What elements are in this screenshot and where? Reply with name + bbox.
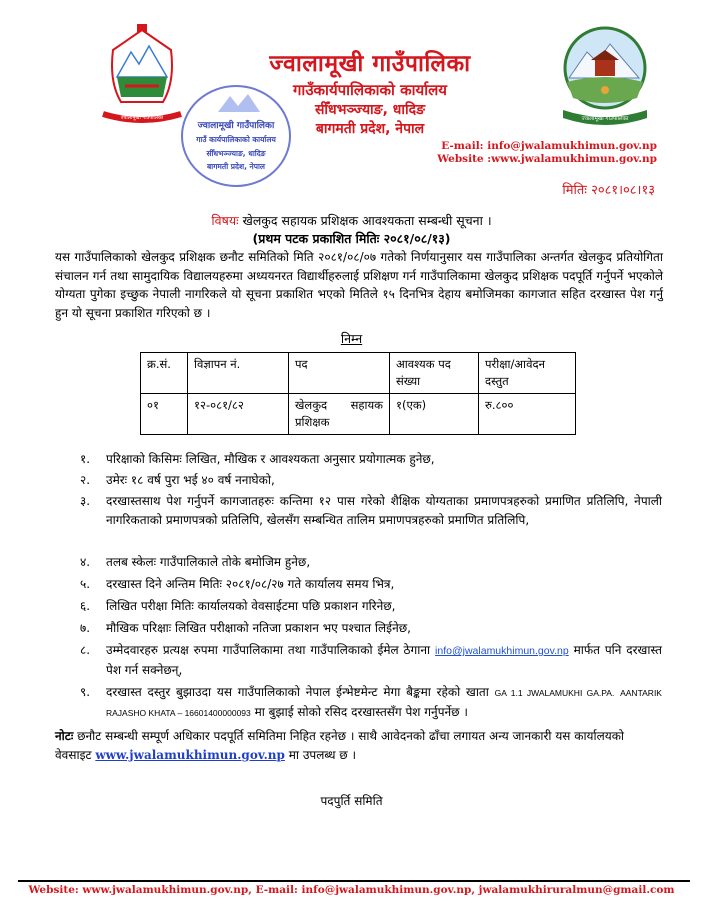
subject-text: खेलकुद सहायक प्रशिक्षक आवश्यकता सम्बन्धी सूचना । xyxy=(242,213,492,228)
notice-body: यस गाउँपालिकाको खेलकुद प्रशिक्षक छनौट समितिको मिति २०८१/०८/०७ गतेको निर्णयानुसार यस गाउँपालिका अन्तर्गत खेलकुद प्रतियोगिता संचालन गर्न तथा सामुदायिक विद्यालयहरुमा अध्ययनरत विद्यार्थीहरुलाई प्रशिक्षण गर्न गाउँपालिकामा खेलकुद प्रशिक्षक पदपूर्ति गर्नुपर्ने भएकोले योग्यता पुगेका इच्छुक नेपाली नागरिकले यो सूचना प्रकाशित भएको मितिले १५ दिनभित्र देहाय बमोजिमका कागजात सहित दरखास्त पेश गर्नु हुन यो सूचना प्रकाशित गरिएको छ । xyxy=(55,250,663,320)
note-text-end: मा उपलब्ध छ । xyxy=(288,748,357,762)
list-item xyxy=(80,641,662,679)
cell-count: १(एक) xyxy=(390,394,479,435)
footer-contacts: Website: www.jwalamukhimun.gov.np, E-mail: info@jwalamukhimun.gov.np, jwalamukhiruralmun@gmail.com xyxy=(28,884,675,896)
item-text: परिक्षाको किसिमः लिखित, मौखिक र आवश्यकता अनुसार प्रयोगात्मक हुनेछ, xyxy=(106,452,435,466)
table-header-row xyxy=(141,353,576,394)
date-label: मितिः xyxy=(562,183,587,198)
seal-line-2: गाउँ कार्यपालिकाको कार्यालय xyxy=(196,135,276,144)
seal-line-4: बागमती प्रदेश, नेपाल xyxy=(206,162,266,171)
notice-date xyxy=(562,180,655,198)
header-cell-fee: परीक्षा/आवेदन दस्तुत xyxy=(479,353,576,394)
note-text: छनौट सम्बन्धी सम्पूर्ण अधिकार पदपूर्ति समितिमा निहित रहनेछ । साथै आवेदनको ढाँचा लगायत अन्य जानकारी यस कार्यालयको वेवसाइट xyxy=(55,729,625,762)
item-text: मौखिक परिक्षाः लिखित परीक्षाको नतिजा प्रकाशन भए पश्चात लिईनेछ, xyxy=(106,621,411,635)
list-item xyxy=(80,597,662,616)
first-published-note: (प्रथम पटक प्रकाशित मितिः २०८१/०८/१३) xyxy=(252,231,451,246)
list-item xyxy=(80,575,662,594)
contact-email: E-mail: info@jwalamukhimun.gov.np xyxy=(441,140,657,152)
office-location: सीँधभञ्ज्याङ, धादिङ xyxy=(314,102,426,118)
seal-line-3: सीँधभञ्ज्याङ, धादिङ xyxy=(206,149,266,158)
subject-label: विषयः xyxy=(211,213,239,228)
table-title: निम्न xyxy=(340,331,363,346)
cell-serial: ०१ xyxy=(141,394,188,435)
item-number: ३. xyxy=(80,494,91,508)
header-cell-ad-no: विज्ञापन नं. xyxy=(188,353,289,394)
footer-divider xyxy=(18,880,690,882)
office-province: बागमती प्रदेश, नेपाल xyxy=(315,121,425,137)
note-label: नोटः xyxy=(55,729,74,743)
list-item xyxy=(80,450,662,469)
item-text: दरखास्त दस्तुर बुझाउदा यस गाउँपालिकाको नेपाल ईन्भेष्टमेन्ट मेगा बैङ्कमा रहेको खाता xyxy=(106,685,489,699)
list-item xyxy=(80,471,662,490)
header-cell-count: आवश्यक पद संख्या xyxy=(390,353,479,394)
bank-account-name: GA 1.1 JWALAMUKHI GA.PA. xyxy=(494,688,615,698)
item-number: २. xyxy=(80,473,91,487)
org-name: ज्वालामूखी गाउँपालिका xyxy=(269,51,471,77)
cell-fee: रु.८०० xyxy=(479,394,576,435)
item-text: उमेरः १८ वर्ष पुरा भई ४० वर्ष ननाघेको, xyxy=(106,473,275,487)
bank-account-number: AANTARIK RAJASHO KHATA – 16601400000093 xyxy=(106,688,662,718)
item-number: ४. xyxy=(80,555,91,569)
list-item xyxy=(80,683,662,722)
municipality-logo-icon xyxy=(555,22,655,130)
contact-website: Website :www.jwalamukhimun.gov.np xyxy=(437,153,657,165)
item-text: मार्फत पनि दरखास्त पेश गर्न सक्नेछन्, xyxy=(106,643,662,677)
website-link[interactable]: www.jwalamukhimun.gov.np xyxy=(95,748,285,762)
signoff: पदपुर्ति समिति xyxy=(320,794,383,808)
item-number: ६. xyxy=(80,599,91,613)
email-link[interactable]: info@jwalamukhimun.gov.np xyxy=(435,645,569,657)
cell-post: खेलकुद सहायक प्रशिक्षक xyxy=(289,394,390,435)
item-text: दरखास्तसाथ पेश गर्नुपर्ने कागजातहरुः कन्तिमा १२ पास गरेको शैक्षिक योग्यताका प्रमाणपत्रहरुको प्रमाणित प्रतिलिपि, नेपाली नागरिकताको प्रमाणपत्रको प्रतिलिपि, खेलसँग सम्बन्धित तालिम प्रमाणपत्रहरुको प्रमाणित प्रतिलिपि, xyxy=(106,494,662,527)
list-item xyxy=(80,553,662,572)
item-text: उम्मेदवारहरु प्रत्यक्ष रुपमा गाउँपालिकामा तथा गाउँपालिकाको ईमेल ठेगाना xyxy=(106,643,431,657)
date-value: २०८१।०८।१३ xyxy=(591,183,655,198)
item-number: ७. xyxy=(80,621,91,635)
seal-line-1: ज्वालामूखी गाउँपालिका xyxy=(197,121,275,131)
item-number: ९. xyxy=(80,685,91,699)
item-text: लिखित परीक्षा मितिः कार्यालयको वेवसाईटमा पछि प्रकाशन गरिनेछ, xyxy=(106,599,396,613)
notice-note xyxy=(55,727,663,765)
office-name: गाउँकार्यपालिकाको कार्यालय xyxy=(292,81,447,99)
table-row xyxy=(141,394,576,435)
item-number: ८. xyxy=(80,643,91,657)
emblem-caption: ज्वालामूखी गाउँपालिका xyxy=(120,115,164,121)
header-cell-post: पद xyxy=(289,353,390,394)
item-text: तलब स्केलः गाउँपालिकाले तोके बमोजिम हुनेछ, xyxy=(106,555,311,569)
nepal-emblem-icon xyxy=(93,22,191,127)
header-cell-serial: क्र.सं. xyxy=(141,353,188,394)
notice-subject xyxy=(0,212,703,229)
cell-ad-no: १२-०८१/८२ xyxy=(188,394,289,435)
list-item xyxy=(80,619,662,638)
list-item xyxy=(80,492,662,529)
item-text: मा बुझाई सोको रसिद दरखास्तसँग पेश गर्नुपर्नेछ । xyxy=(254,704,468,719)
item-text: दरखास्त दिने अन्तिम मितिः २०८१/०८/२७ गते कार्यालय समय भित्र, xyxy=(106,577,395,591)
vacancy-table xyxy=(140,352,576,435)
item-number: ५. xyxy=(80,577,91,591)
item-number: १. xyxy=(80,452,91,466)
logo-caption: ज्वालामूखी गाउँपालिका xyxy=(581,116,629,122)
